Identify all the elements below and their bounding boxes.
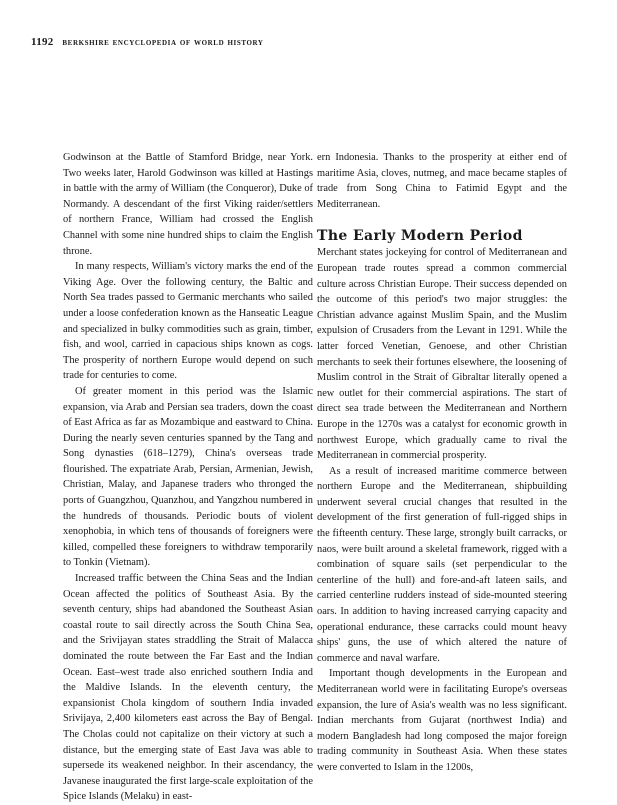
page-number: 1192	[31, 36, 54, 48]
paragraph: As a result of increased maritime commerce between northern Europe and the Mediterranean, shipbuilding underwent several crucial changes that resulted in the development of the first generation of full-rigged ships in the fifteenth century. These large, strongly built carracks, or naos, were built around a skeletal framework, rigged with a combination of square sails (set perpendicular to the centerline of the hull) and fore-and-aft lateen sails, and carried centerline rudders instead of side-mounted steering oars. In addition to having increased carrying capacity and operational endurance, these carracks could mount heavy ships' guns, the use of which altered the nature of commerce and naval warfare.	[317, 465, 567, 664]
paragraph: Merchant states jockeying for control of Mediterranean and European trade routes spread a common commercial culture across Christian Europe. Their success depended on the outcome of this period's two major struggles: the Christian advance against Muslim Spain, and the Muslim expulsion of Crusaders from the Levant in 1291. While the latter forced Venetian, Genoese, and other Christian merchants to seek their fortunes elsewhere, the loosening of Muslim control in the Strait of Gibraltar literally opened a new outlet for their commercial aspirations. The start of direct sea trade between the Mediterranean and Northern Europe in the 1270s was a catalyst for economic growth in northwest Europe, which gradually came to rival the Mediterranean in commercial prosperity.	[317, 247, 567, 462]
paragraph: Important though developments in the European and Mediterranean world were in facilitating Europe's overseas expansion, the lure of Asia's wealth was no less significant. Indian merchants from Gujarat (northwest India) and modern Bangladesh had long composed the major foreign trading community in Southeast Asia. When these states were converted to Islam in the 1200s,	[317, 668, 567, 773]
left-column	[63, 150, 313, 805]
running-header	[31, 36, 264, 48]
publication-title: berkshire encyclopedia of world history	[62, 37, 264, 48]
paragraph: ern Indonesia. Thanks to the prosperity at either end of maritime Asia, cloves, nutmeg, and mace became staples of trade from Song China to Fatimid Egypt and the Mediterranean.	[317, 152, 567, 210]
paragraph: Increased traffic between the China Seas and the Indian Ocean affected the politics of Southeast Asia. By the seventh century, ships had abandoned the Southeast Asian coastal route to sail directly across the South China Sea, and the Srivijayan states straddling the Strait of Malacca dominated the route between the Far East and the Indian Ocean. East–west trade also enriched southern India and the Maldive Islands. In the eleventh century, the expansionist Chola kingdom of southern India invaded Srivijaya, 2,400 kilometers east across the Bay of Bengal. The Cholas could not capitalize on their victory at such a distance, but the emerging state of East Java was able to supersede its weakened neighbor. In their ascendancy, the Javanese inaugurated the first large-scale exploitation of the Spice Islands (Melaku) in east-	[63, 573, 313, 803]
paragraph: Godwinson at the Battle of Stamford Bridge, near York. Two weeks later, Harold Godwinson was killed at Hastings in battle with the army of William (the Conqueror), Duke of Normandy. A descendant of the first Viking raider/settlers of northern France, William had crossed the English Channel with some nine hundred ships to claim the English throne.	[63, 152, 313, 257]
section-heading: The Early Modern Period	[317, 228, 523, 245]
right-column	[317, 150, 567, 776]
paragraph: Of greater moment in this period was the Islamic expansion, via Arab and Persian sea traders, down the coast of East Africa as far as Mozambique and eastward to China. During the nearly seven centuries spanned by the Tang and Song dynasties (618–1279), China's overseas trade flourished. The expatriate Arab, Persian, Armenian, Jewish, Christian, Malay, and Japanese traders who thronged the ports of Guangzhou, Quanzhou, and Yangzhou numbered in the hundreds of thousands. Periodic bouts of violent xenophobia, in which tens of thousands of foreigners were killed, compelled these foreigners to withdraw temporarily to Tonkin (Vietnam).	[63, 385, 313, 569]
paragraph: In many respects, William's victory marks the end of the Viking Age. Over the following century, the Baltic and North Sea trades passed to Germanic merchants who sailed under a loose confederation known as the Hanseatic League and specialized in bulky commodities such as grain, timber, fish, and wool, carried in capacious ships known as cogs. The prosperity of northern Europe would depend on such trade for centuries to come.	[63, 261, 313, 382]
